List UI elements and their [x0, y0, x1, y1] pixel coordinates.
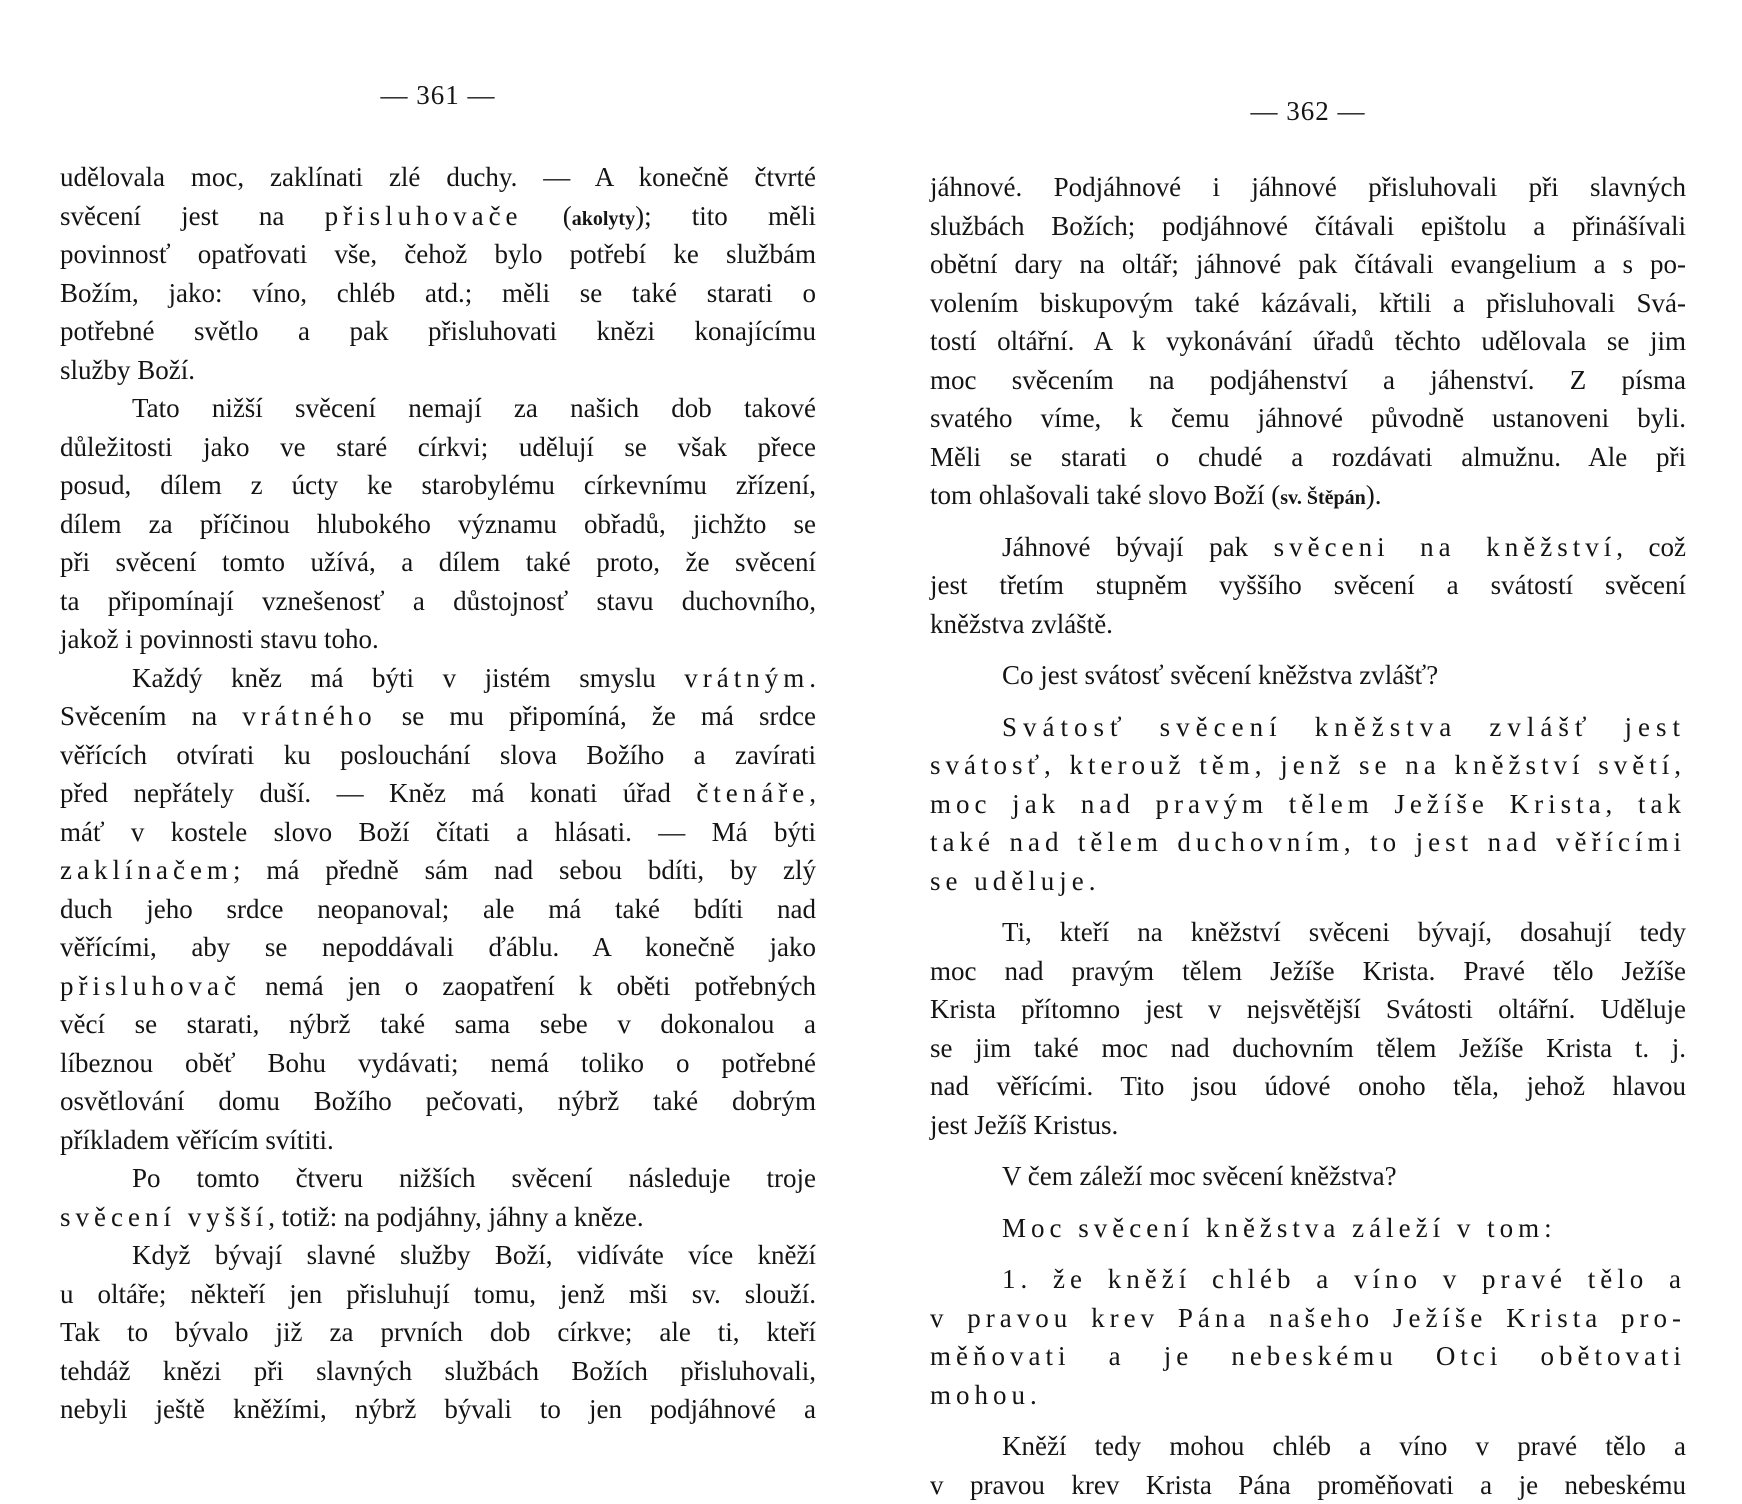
- text-line: Božím, jako: víno, chléb atd.; měli se také starati o: [60, 274, 816, 313]
- text-line: věřících otvírati ku poslouchání slova Božího a zavírati: [60, 736, 816, 775]
- paragraph-gap: [930, 695, 1686, 708]
- bold-term: sv. Štěpán: [1280, 487, 1366, 509]
- text-span: ).: [1366, 480, 1382, 510]
- question-line: Co jest svátosť svěcení kněžstva zvlášť?: [930, 656, 1686, 695]
- text-line: nebyli ještě kněžími, nýbrž bývali to jen podjáhnové a: [60, 1390, 816, 1429]
- page-number-right: — 362 —: [930, 96, 1686, 127]
- text-line: v pravou krev Krista Pána proměňovati a je nebeskému: [930, 1466, 1686, 1504]
- text-line: kněžstva zvláště.: [930, 605, 1686, 644]
- text-line: ta připomínají vznešenosť a důstojnosť stavu duchovního,: [60, 582, 816, 621]
- definition-line: se uděluje.: [930, 862, 1686, 901]
- text-span: svěcení jest na: [60, 201, 325, 231]
- text-line: svatého víme, k čemu jáhnové původně ustanoveni byli.: [930, 399, 1686, 438]
- text-line: dílem za příčinou hlubokého významu obřadů, jichžto se: [60, 505, 816, 544]
- text-line: službách Božích; podjáhnové čítávali epištolu a přinášívali: [930, 207, 1686, 246]
- text-line: u oltáře; někteří jen přisluhují tomu, jenž mši sv. slouží.: [60, 1275, 816, 1314]
- text-line: Tato nižší svěcení nemají za našich dob takové: [60, 389, 816, 428]
- definition-line: svátosť, kterouž těm, jenž se na kněžství světí,: [930, 746, 1686, 785]
- text-line: [60, 967, 816, 1006]
- text-line: osvětlování domu Božího pečovati, nýbrž také dobrým: [60, 1082, 816, 1121]
- text-line: moc svěcením na podjáhenství a jáhenství. Z písma: [930, 361, 1686, 400]
- definition-line: 1. že kněží chléb a víno v pravé tělo a: [930, 1260, 1686, 1299]
- spaced-term: vrátného: [242, 701, 376, 731]
- text-line: nad věřícími. Tito jsou údové onoho těla, jehož hlavou: [930, 1067, 1686, 1106]
- text-span: Jáhnové bývají pak: [1002, 532, 1274, 562]
- text-line: duch jeho srdce neopanoval; ale má také bdíti nad: [60, 890, 816, 929]
- text-line: potřebné světlo a pak přisluhovati knězi konajícímu: [60, 312, 816, 351]
- definition-line: moc jak nad pravým tělem Ježíše Krista, tak: [930, 785, 1686, 824]
- text-line: [60, 774, 816, 813]
- text-line: Krista přítomno jest v nejsvětější Svátosti oltářní. Uděluje: [930, 990, 1686, 1029]
- spaced-term: svěceni na kněžství: [1274, 532, 1617, 562]
- paragraph-gap: [930, 1247, 1686, 1260]
- text-line: líbeznou oběť Bohu vydávati; nemá toliko o potřebné: [60, 1044, 816, 1083]
- text-line: věcí se starati, nýbrž také sama sebe v dokonalou a: [60, 1005, 816, 1044]
- text-line: tostí oltářní. A k vykonávání úřadů těchto udělovala se jim: [930, 322, 1686, 361]
- spaced-term: čtenáře: [696, 778, 809, 808]
- text-line: udělovala moc, zaklínati zlé duchy. — A konečně čtvrté: [60, 158, 816, 197]
- text-span: ,: [809, 778, 816, 808]
- text-line: tehdáž knězi při slavných službách Božích přisluhovali,: [60, 1352, 816, 1391]
- text-span: nemá jen o zaopatření k oběti potřebných: [241, 971, 816, 1001]
- text-line: jáhnové. Podjáhnové i jáhnové přisluhovali při slavných: [930, 168, 1686, 207]
- text-line: posud, dílem z úcty ke starobylému církevnímu zřízení,: [60, 466, 816, 505]
- text-line: jakož i povinnosti stavu toho.: [60, 620, 816, 659]
- text-line: povinnosť opatřovati vše, čehož bylo potřebí ke službám: [60, 235, 816, 274]
- text-line: Tak to bývalo již za prvních dob církve; ale ti, kteří: [60, 1313, 816, 1352]
- text-line: [930, 528, 1686, 567]
- page-number-left: — 361 —: [60, 80, 816, 111]
- text-line: [60, 659, 816, 698]
- bold-term: akolyty: [572, 208, 635, 230]
- text-line: máť v kostele slovo Boží čítati a hlásati. — Má býti: [60, 813, 816, 852]
- text-span: .: [809, 663, 816, 693]
- paragraph-gap: [930, 643, 1686, 656]
- text-line: moc nad pravým tělem Ježíše Krista. Pravé tělo Ježíše: [930, 952, 1686, 991]
- left-page-text: [60, 158, 816, 1429]
- definition-line: Moc svěcení kněžstva záleží v tom:: [930, 1209, 1686, 1248]
- text-line: věřícími, aby se nepoddávali ďáblu. A konečně jako: [60, 928, 816, 967]
- text-line: jest Ježíš Kristus.: [930, 1106, 1686, 1145]
- text-span: ); tito měli: [635, 201, 816, 231]
- text-span: ; má předně sám nad sebou bdíti, by zlý: [233, 855, 816, 885]
- text-line: jest třetím stupněm vyššího svěcení a svátostí svěcení: [930, 566, 1686, 605]
- text-line: [60, 697, 816, 736]
- text-line: služby Boží.: [60, 351, 816, 390]
- text-line: [60, 851, 816, 890]
- paragraph-gap: [930, 900, 1686, 913]
- definition-line: také nad tělem duchovním, to jest nad věřícími: [930, 823, 1686, 862]
- text-span: Každý kněz má býti v jistém smyslu: [132, 663, 684, 693]
- text-span: se mu připomíná, že má srdce: [377, 701, 816, 731]
- text-line: [60, 1198, 816, 1237]
- text-line: Měli se starati o chudé a rozdávati almužnu. Ale při: [930, 438, 1686, 477]
- text-line: [60, 197, 816, 236]
- text-line: Kněží tedy mohou chléb a víno v pravé tělo a: [930, 1427, 1686, 1466]
- paragraph-gap: [930, 1196, 1686, 1209]
- question-line: V čem záleží moc svěcení kněžstva?: [930, 1157, 1686, 1196]
- text-span: tom ohlašovali také slovo Boží (: [930, 480, 1280, 510]
- right-page: [930, 0, 1686, 1500]
- text-line: Když bývají slavné služby Boží, vidíváte více kněží: [60, 1236, 816, 1275]
- spaced-term: svěcení vyšší: [60, 1202, 268, 1232]
- spaced-term: vrátným: [684, 663, 809, 693]
- text-span: před nepřátely duší. — Kněz má konati úřad: [60, 778, 696, 808]
- paragraph-gap: [930, 1414, 1686, 1427]
- text-line: se jim také moc nad duchovním tělem Ježíše Krista t. j.: [930, 1029, 1686, 1068]
- spaced-term: zaklínačem: [60, 855, 233, 885]
- text-span: (: [523, 201, 572, 231]
- definition-line: mohou.: [930, 1376, 1686, 1415]
- text-span: Svěcením na: [60, 701, 242, 731]
- spaced-term: přisluhovač: [60, 971, 241, 1001]
- text-line: při svěcení tomto užívá, a dílem také proto, že svěcení: [60, 543, 816, 582]
- text-line: obětní dary na oltář; jáhnové pak čítávali evangelium a s po-: [930, 245, 1686, 284]
- paragraph-gap: [930, 1144, 1686, 1157]
- definition-line: Svátosť svěcení kněžstva zvlášť jest: [930, 708, 1686, 747]
- text-line: Po tomto čtveru nižších svěcení následuje troje: [60, 1159, 816, 1198]
- text-span: , což: [1616, 532, 1686, 562]
- definition-line: v pravou krev Pána našeho Ježíše Krista pro-: [930, 1299, 1686, 1338]
- text-line: příkladem věřícím svítiti.: [60, 1121, 816, 1160]
- text-line: [930, 476, 1686, 515]
- right-page-text: [930, 168, 1686, 1504]
- paragraph-gap: [930, 515, 1686, 528]
- text-line: Ti, kteří na kněžství svěceni bývají, dosahují tedy: [930, 913, 1686, 952]
- text-span: , totiž: na podjáhny, jáhny a kněze.: [268, 1202, 643, 1232]
- spaced-term: přisluhovače: [325, 201, 523, 231]
- left-page: [60, 0, 816, 1500]
- definition-line: měňovati a je nebeskému Otci obětovati: [930, 1337, 1686, 1376]
- text-line: volením biskupovým také kázávali, křtili a přisluhovali Svá-: [930, 284, 1686, 323]
- text-line: důležitosti jako ve staré církvi; udělují se však přece: [60, 428, 816, 467]
